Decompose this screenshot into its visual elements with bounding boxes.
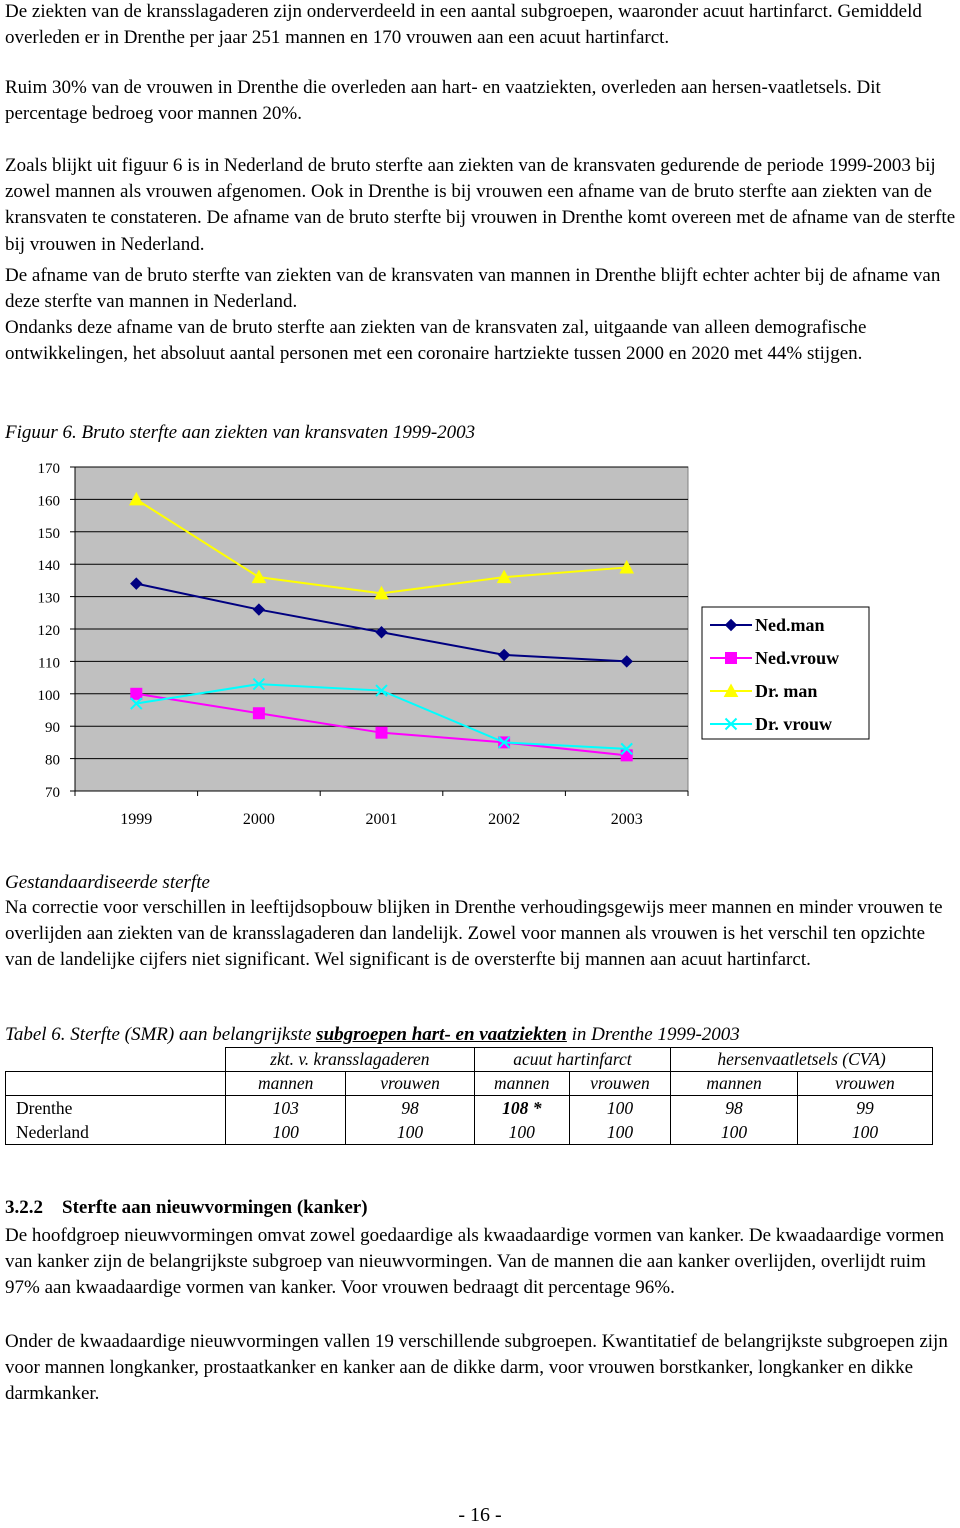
x-tick-label: 2003: [610, 811, 643, 828]
y-tick-label: 70: [45, 785, 60, 801]
table-cell: 100: [226, 1120, 346, 1145]
data-point-ned-vrouw: [376, 727, 387, 738]
table-cell: 100: [797, 1120, 932, 1145]
smr-table: [5, 1047, 933, 1145]
table-cell: 100: [346, 1120, 474, 1145]
table-cell: 98: [671, 1096, 798, 1121]
table-group-header: acuut hartinfarct: [474, 1048, 670, 1072]
table-row: [6, 1120, 933, 1145]
gestand-paragraph: Na correctie voor verschillen in leeftijdsopbouw blijken in Drenthe verhoudingsgewijs meer mannen en minder vrouwen te overlijden aan ziekten van de kransslagaderen dan landelijk. Zowel voor mannen als vrouwen is het verschil ten opzichte van de landelijke cijfers niet significant. Wel significant is de oversterfte bij mannen aan acuut hartinfarct.: [5, 897, 943, 971]
table-group-header: hersenvaatletsels (CVA): [671, 1048, 933, 1072]
table-cell: 103: [226, 1096, 346, 1121]
section-number: 3.2.2: [5, 1197, 43, 1218]
table-caption-c: in Drenthe 1999-2003: [566, 1024, 740, 1045]
table-subheader: mannen: [226, 1072, 346, 1096]
table-cell: 100: [671, 1120, 798, 1145]
table-row-label: Nederland: [6, 1120, 226, 1145]
x-tick-label: 2000: [242, 811, 275, 828]
table-subheader: mannen: [474, 1072, 569, 1096]
table-corner: [6, 1048, 226, 1072]
table-subheader: mannen: [671, 1072, 798, 1096]
table-row: [6, 1096, 933, 1121]
section-paragraph-1: De hoofdgroep nieuwvormingen omvat zowel goedaardige als kwaadaardige vormen van kanker. De kwaadaardige vormen van kanker zijn de belangrijkste subgroep van nieuwvormingen. Van de mannen die aan kanker overlijden, overlijdt ruim 97% aan kwaadaardige vormen van kanker. Voor vrouwen bedraagt dit percentage 96%.: [5, 1225, 945, 1299]
table-row-label: Drenthe: [6, 1096, 226, 1121]
legend-label: Ned.man: [755, 615, 825, 635]
intro-paragraph-1b: Ruim 30% van de vrouwen in Drenthe die overleden aan hart- en vaatziekten, overleden aan hersen-vaatletsels. Dit percentage bedroeg voor mannen 20%.: [5, 77, 881, 125]
section-paragraph-2: Onder de kwaadaardige nieuwvormingen vallen 19 verschillende subgroepen. Kwantitatief de belangrijkste subgroepen zijn voor mannen longkanker, prostaatkanker en kanker aan de dikke darm, voor vrouwen borstkanker, longkanker en dikke darmkanker.: [5, 1331, 948, 1405]
gestand-heading: Gestandaardiseerde sterfte: [5, 872, 210, 893]
y-tick-label: 160: [37, 493, 60, 510]
table-subheader-blank: [6, 1072, 226, 1096]
legend-label: Dr. man: [755, 681, 818, 701]
table-group-header: zkt. v. kransslagaderen: [226, 1048, 475, 1072]
table-subheader: vrouwen: [346, 1072, 474, 1096]
y-tick-label: 120: [37, 623, 60, 639]
section-heading: [5, 1197, 368, 1219]
y-tick-label: 140: [37, 558, 60, 575]
page-number: - 16 -: [458, 1504, 502, 1526]
x-tick-label: 2002: [488, 811, 521, 828]
table-subheader: vrouwen: [797, 1072, 932, 1096]
intro-paragraph-3: De afname van de bruto sterfte van ziekten van de kransvaten van mannen in Drenthe blijft echter achter bij de afname van deze sterfte van mannen in Nederland.: [5, 265, 941, 313]
intro-paragraph-4: Ondanks deze afname van de bruto sterfte aan ziekten van de kransvaten zal, uitgaande van alleen demografische ontwikkelingen, het absoluut aantal personen met een coronaire hartziekte tussen 2000 en 2020 met 44% stijgen.: [5, 317, 867, 365]
figure-caption-text: Bruto sterfte aan ziekten van kransvaten 1999-2003: [81, 422, 476, 443]
table-group-header-row: [6, 1048, 933, 1072]
table-caption-a: Tabel 6. Sterfte (SMR) aan belangrijkste: [5, 1024, 317, 1045]
table-subheader-row: [6, 1072, 933, 1096]
y-tick-label: 170: [37, 461, 60, 477]
y-tick-label: 90: [45, 720, 60, 737]
y-tick-label: 100: [37, 687, 60, 704]
legend-marker-ned-vrouw: [726, 653, 737, 664]
figure-caption-prefix: Figuur 6.: [5, 422, 77, 443]
figure-caption: [5, 420, 475, 446]
data-point-ned-vrouw: [131, 688, 142, 699]
table-caption: [5, 1022, 740, 1048]
section-title: Sterfte aan nieuwvormingen (kanker): [62, 1197, 368, 1218]
line-chart: [0, 452, 960, 837]
y-tick-label: 150: [37, 525, 60, 542]
table-cell-significant: 108 *: [474, 1096, 569, 1121]
x-tick-label: 2001: [365, 811, 398, 828]
y-tick-label: 80: [45, 752, 60, 769]
y-tick-label: 130: [37, 590, 60, 607]
table-caption-b: subgroepen hart- en vaatziekten: [316, 1024, 567, 1045]
y-tick-label: 110: [38, 655, 60, 672]
intro-paragraph-2: Zoals blijkt uit figuur 6 is in Nederland de bruto sterfte aan ziekten van de kransvaten gedurende de periode 1999-2003 bij zowel mannen als vrouwen afgenomen. Ook in Drenthe is bij vrouwen een afname van de bruto sterfte aan ziekten van de kransvaten te constateren. De afname van de bruto sterfte bij vrouwen in Drenthe komt overeen met de afname van de sterfte bij vrouwen in Nederland.: [5, 155, 956, 255]
table-cell: 98: [346, 1096, 474, 1121]
table-cell: 99: [797, 1096, 932, 1121]
legend-label: Dr. vrouw: [755, 714, 833, 734]
table-cell: 100: [569, 1120, 670, 1145]
x-tick-label: 1999: [120, 811, 153, 828]
table-cell: 100: [474, 1120, 569, 1145]
table-cell: 100: [569, 1096, 670, 1121]
table-subheader: vrouwen: [569, 1072, 670, 1096]
intro-paragraph-1a: De ziekten van de kransslagaderen zijn onderverdeeld in een aantal subgroepen, waaronder acuut hartinfarct. Gemiddeld overleden er in Drenthe per jaar 251 mannen en 170 vrouwen aan een acuut hartinfarct.: [5, 1, 922, 49]
legend-label: Ned.vrouw: [755, 648, 840, 668]
data-point-ned-vrouw: [253, 708, 264, 719]
